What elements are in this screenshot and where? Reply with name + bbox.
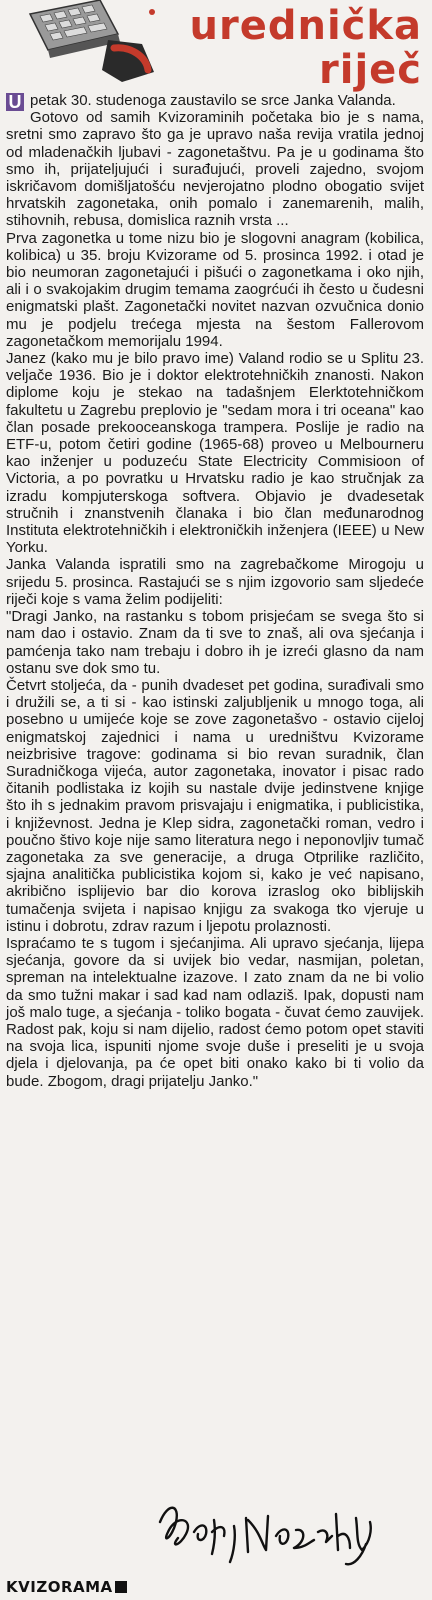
logo-mark-icon	[115, 1581, 127, 1593]
kvizorama-logo	[6, 1578, 127, 1596]
header	[0, 0, 432, 96]
paragraph-4: Janez (kako mu je bilo pravo ime) Valand rodio se u Splitu 23. veljače 1936. Bio je i doktor elektrotehničkih znanosti. Nakon diplome koju je stekao na tadašnjem Elerktotehničkom fakultetu u Zagrebu preplovio je "sedam mora i tri oceana" kao član posade prekooceanskoga trampera. Poslije je radio na ETF-u, potom četiri godine (1965-68) proveo u Melbourneru kao inženjer u poduzeću State Electricity Commisioon of Victoria, a po povratku u Hrvatsku radio je kao stručnjak za izradu kompjuterskoga softvera. Objavio je dvadesetak stručnih i znanstvenih članaka i bio član međunarodnog Instituta elektrotehničkih i elektroničkih inženjera (IEEE) u New Yorku.	[6, 350, 424, 557]
paragraph-3: Prva zagonetka u tome nizu bio je slogovni anagram (kobilica, kolibica) u 35. broju Kvizorame od 5. prosinca 1992. i otad je bio neumoran zagonetajući i pišući o zagonetkama i oko njih, ali i o svakojakim drugim temama zaogrćući ih često u čudesni enigmatski plašt. Zagonetački novitet nazvan ozvučnica donio mu je podjelu trećega mjesta na šestom Fallerovom zagonetačkom memorijalu 1994.	[6, 229, 424, 350]
paragraph-1	[6, 92, 424, 112]
paragraph-8: Ispraćamo te s tugom i sjećanjima. Ali upravo sjećanja, lijepa sjećanja, govore da si uvijek bio vedar, nasmijan, poletan, spreman na intelektualne izazove. I zato znam da ne bi volio da smo tužni makar i sad kad nam odlaziš. Ipak, dopusti nam još malo tuge, a sjećanja - toliko bogata - čuvat ćemo zauvijek. Radost pak, koju si nam dijelio, radost ćemo potom opet staviti na svoja lica, ispuniti njome svoje duše i preseliti je u svoja djela i djelovanja, pa će opet biti onako kako bi ti volio da bude. Zbogom, dragi prijatelju Janko."	[6, 934, 424, 1090]
page-title	[190, 4, 422, 92]
dropcap: U	[6, 93, 24, 111]
logo-text: KVIZORAMA	[6, 1578, 113, 1596]
title-line-1: urednička	[189, 3, 422, 49]
paragraph-6: "Dragi Janko, na rastanku s tobom prisjećam se svega što si nam dao i ostavio. Znam da ti sve to znaš, ali ova sjećanja i pamćenja tako nam trebaju i dobro ih je izreći glasno da nam ostanu sve dok smo tu.	[6, 608, 424, 677]
paragraph-1-text: petak 30. studenoga zaustavilo se srce Janka Valanda.	[30, 92, 396, 109]
paragraph-7: Četvrt stoljeća, da - punih dvadeset pet godina, surađivali smo i družili se, a ti si - kao istinski zaljubljenik u mnogo toga, ali posebno u umijeće koje se zove zagonetašvo - ostavio cijeloj enigmatskoj zajednici i nama u uredništvu Kvizorame neizbrisive tragove: godinama si bio revan suradnik, član Suradničkoga vijeća, autor zagonetaka, inovator i pisac rado čitanih podlistaka iz kojih su nastale dvije jedinstvene knjige što ih s jednakim pravom prisvajaju i enigmatika, i publicistika, i književnost. Jedna je Klep sidra, zagonetački roman, vedro i poučno štivo koje nije samo literatura nego i neponovljiv tumač zagonetaka za sve generacije, a druga Otprilike različito, sjajna analitička publicistika kojom si, kako je već napisano, akribično isplijevio bar dio korova izraslog oko biblijskih tumačenja svijeta i napisao knjigu za svakoga tko vjeruje u istinu i dobrotu, zdrav razum i ljepotu prolaznosti.	[6, 676, 424, 935]
title-line-2: riječ	[319, 47, 422, 93]
paragraph-2: Gotovo od samih Kvizoraminih početaka bio je s nama, sretni smo zapravo što ga je upravo naša revija vratila jednoj od mladenačkih ljubavi - zagonetaštvu. Pa je u godinama što smo ih, prijateljujući i surađujući, proveli zajedno, svojom iskričavom domišljatošću nevjerojatno plodno obogatio svijet hrvatskih zagonetaka, onih pomalo i zanemarenih, malih, stihovnih, rebusa, domislica raznih vrsta ...	[6, 109, 424, 230]
footer	[6, 1578, 426, 1600]
paragraph-5: Janka Valanda ispratili smo na zagrebačkome Mirogoju u srijedu 5. prosinca. Rastajući se s njim izgovorio sam sljedeće riječi koje s vama želim podijeliti:	[6, 556, 424, 608]
keyboard-icon	[22, 0, 162, 88]
article-body	[6, 92, 424, 1090]
signature	[150, 1492, 400, 1570]
